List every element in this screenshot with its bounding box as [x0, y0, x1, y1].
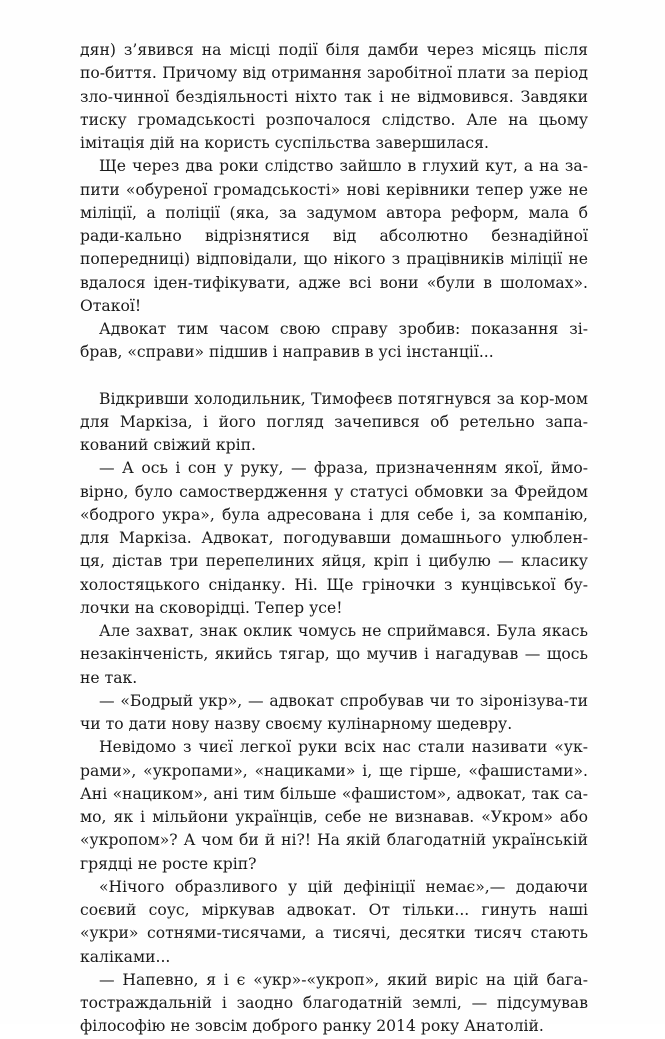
paragraph: — «Бодрый укр», — адвокат спробував чи то зіронізува-ти чи то дати нову назву своєму кулінарному шедевру.: [80, 691, 588, 733]
paragraph: Невідомо з чиєї легкої руки всіх нас стали називати «ук-рами», «укропами», «нациками» і, ще гірше, «фашистами». Ані «нациком», ані тим більше «фашистом», адвокат, так са-мо, як і мільйони українців, себе не визнавав. «Укром» або «укропом»? А чом би й ні?! На якій благодатній українській грядці не росте кріп?: [80, 738, 588, 873]
paragraph: Ще через два роки слідство зайшло в глухий кут, а на за-пити «обуреної громадськості» нові керівники тепер уже не міліції, а поліції (яка, за задумом автора реформ, мала б ради-кально відрізнятися від абсолютно безнадійної попередниці) відповідали, що нікого з працівників міліції не вдалося іден-тифікувати, адже всі вони «були в шоломах». Отакої!: [80, 157, 588, 315]
paragraph: Але захват, знак оклик чомусь не сприймався. Була якась незакінченість, якийсь тягар, що мучив і нагадував — щось не так.: [80, 622, 588, 687]
paragraph: — А ось і сон у руку, — фраза, призначенням якої, ймо-вірно, було самоствердження у статусі обмовки за Фрейдом «бодрого укра», була адресована і для себе і, за компанію, для Маркіза. Адвокат, погодувавши домашнього улюблен-ця, дістав три перепелиних яйця, кріп і цибулю — класику холостяцького сніданку. Ні. Ще грiночки з кунцівської бу-лочки на сковорідці. Тепер усе!: [80, 459, 588, 617]
paragraph: дян) з’явився на місці події біля дамби через місяць після по-биття. Причому від отримання заробітної плати за період зло-чинної бездіяльності ніхто так і не відмовився. Завдяки тиску громадськості розпочалося слідство. Але на цьому імітація дій на користь суспільства завершилася.: [80, 41, 588, 152]
page-text: [80, 39, 588, 1039]
paragraph: Адвокат тим часом свою справу зробив: показання зі-брав, «справи» підшив і направив в усі інстанції...: [80, 320, 588, 362]
paragraph: — Напевно, я і є «укр»-«укроп», який виріс на цій бага-тостраждальній і заодно благодатній землі, — підсумував філософію не зовсім доброго ранку 2014 року Анатолій.: [80, 970, 588, 1036]
paragraph: «Нічого образливого у цій дефініції немає»,— додаючи соєвий соус, міркував адвокат. От тільки... гинуть наші «укри» сотнями-тисячами, а тисячі, десятки тисяч стають каліками...: [80, 877, 588, 966]
paragraph: Відкривши холодильник, Тимофеєв потягнувся за кор-мом для Маркіза, і його погляд зачепився об ретельно запа-кований свіжий кріп.: [80, 389, 588, 454]
